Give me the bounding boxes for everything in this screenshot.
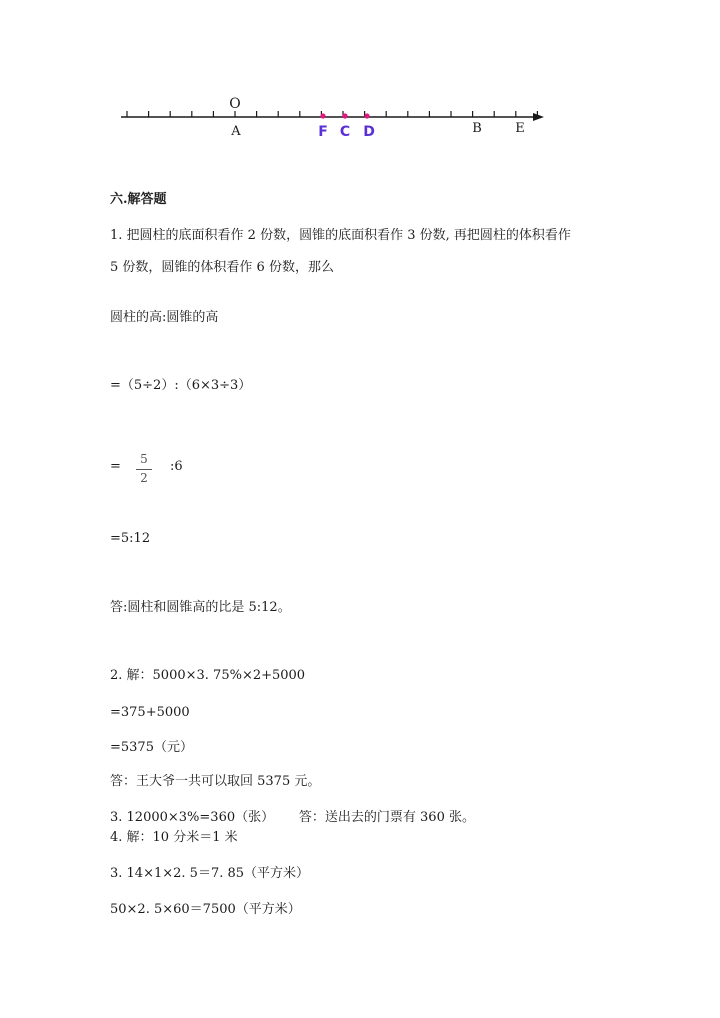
label-d: D — [363, 124, 375, 140]
q2-line-2: =375+5000 — [110, 705, 190, 720]
q2-line-1: 2. 解：5000×3. 75%×2+5000 — [110, 668, 306, 683]
q4-line-2: 3. 14×1×2. 5＝7. 85（平方米） — [110, 866, 310, 881]
fraction-numerator: 5 — [140, 452, 148, 466]
point-c-dot — [342, 113, 347, 118]
q1-step-4: =5:12 — [110, 531, 151, 546]
q3-line: 3. 12000×3%=360（张） 答：送出去的门票有 360 张。 — [110, 810, 475, 825]
q1-step-2: =（5÷2）:（6×3÷3） — [110, 378, 252, 393]
label-b: B — [472, 121, 482, 136]
point-d-dot — [364, 113, 369, 118]
q1-step-1: 圆柱的高:圆锥的高 — [110, 310, 219, 325]
number-line-figure — [0, 0, 720, 160]
label-e: E — [515, 121, 525, 136]
fraction-bar — [136, 469, 152, 470]
q1-line-1: 1. 把圆柱的底面积看作 2 份数，圆锥的底面积看作 3 份数, 再把圆柱的体积看作 — [110, 228, 571, 243]
label-f: F — [318, 124, 328, 140]
q2-line-3: =5375（元） — [110, 740, 193, 755]
q4-line-3: 50×2. 5×60＝7500（平方米） — [110, 902, 301, 917]
q1-step-3-prefix: = — [110, 459, 121, 474]
point-f-dot — [320, 113, 325, 118]
label-a: A — [231, 124, 241, 139]
q1-step-3-fraction — [134, 452, 154, 487]
fraction-denominator: 2 — [140, 471, 148, 485]
section-title: 六.解答题 — [110, 192, 167, 207]
q4-line-1: 4. 解：10 分米＝1 米 — [110, 830, 238, 845]
q1-line-2: 5 份数，圆锥的体积看作 6 份数，那么 — [110, 260, 334, 275]
q1-answer: 答:圆柱和圆锥高的比是 5:12。 — [110, 600, 291, 615]
origin-label: O — [229, 96, 241, 112]
q2-answer: 答：王大爷一共可以取回 5375 元。 — [110, 774, 321, 789]
arrow-head-icon — [533, 113, 544, 121]
q1-step-3-suffix: :6 — [170, 459, 183, 474]
tick-marks — [127, 111, 537, 117]
label-c: C — [339, 124, 351, 140]
